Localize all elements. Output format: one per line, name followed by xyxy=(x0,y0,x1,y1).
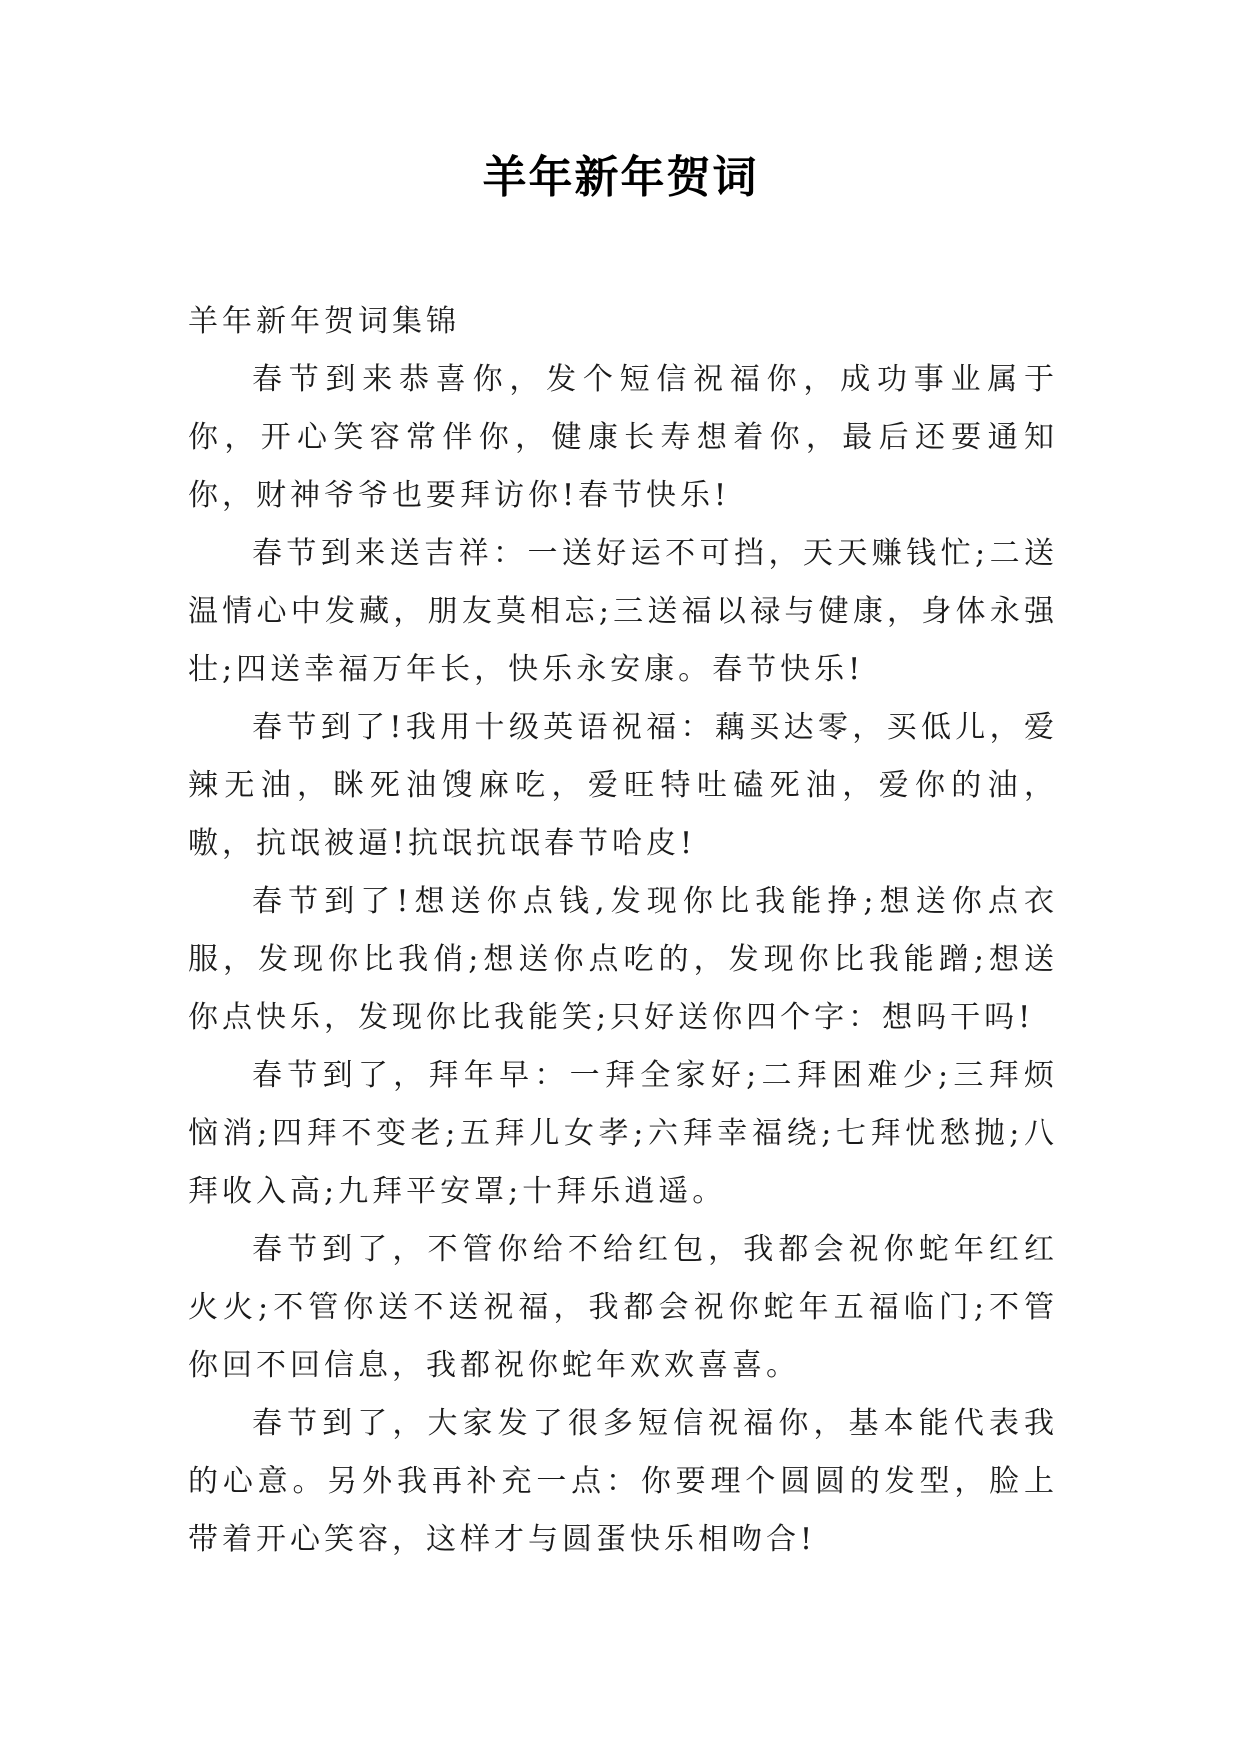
paragraph-1: 春节到来恭喜你，发个短信祝福你，成功事业属于你，开心笑容常伴你，健康长寿想着你，最后还要通知你，财神爷爷也要拜访你!春节快乐! xyxy=(188,362,1058,513)
document-body xyxy=(188,293,1058,1569)
paragraph-5: 春节到了，拜年早：一拜全家好;二拜困难少;三拜烦恼消;四拜不变老;五拜儿女孝;六拜幸福绕;七拜忧愁抛;八拜收入高;九拜平安罩;十拜乐逍遥。 xyxy=(188,1058,1058,1209)
paragraph-3: 春节到了!我用十级英语祝福：藕买达零，买低儿，爱辣无油，眯死油馊麻吃，爱旺特吐磕死油，爱你的油，嗷，抗氓被逼!抗氓抗氓春节哈皮! xyxy=(188,710,1058,861)
paragraph-7: 春节到了，大家发了很多短信祝福你，基本能代表我的心意。另外我再补充一点：你要理个圆圆的发型，脸上带着开心笑容，这样才与圆蛋快乐相吻合! xyxy=(188,1406,1058,1557)
document-title: 羊年新年贺词 xyxy=(482,152,759,203)
paragraph-4: 春节到了!想送你点钱,发现你比我能挣;想送你点衣服，发现你比我俏;想送你点吃的，发现你比我能蹭;想送你点快乐，发现你比我能笑;只好送你四个字：想吗干吗! xyxy=(188,884,1058,1035)
paragraph-2: 春节到来送吉祥：一送好运不可挡，天天赚钱忙;二送温情心中发藏，朋友莫相忘;三送福以禄与健康，身体永强壮;四送幸福万年长，快乐永安康。春节快乐! xyxy=(188,536,1058,687)
paragraph-6: 春节到了，不管你给不给红包，我都会祝你蛇年红红火火;不管你送不送祝福，我都会祝你蛇年五福临门;不管你回不回信息，我都祝你蛇年欢欢喜喜。 xyxy=(188,1232,1058,1383)
document-subtitle: 羊年新年贺词集锦 xyxy=(188,304,460,339)
